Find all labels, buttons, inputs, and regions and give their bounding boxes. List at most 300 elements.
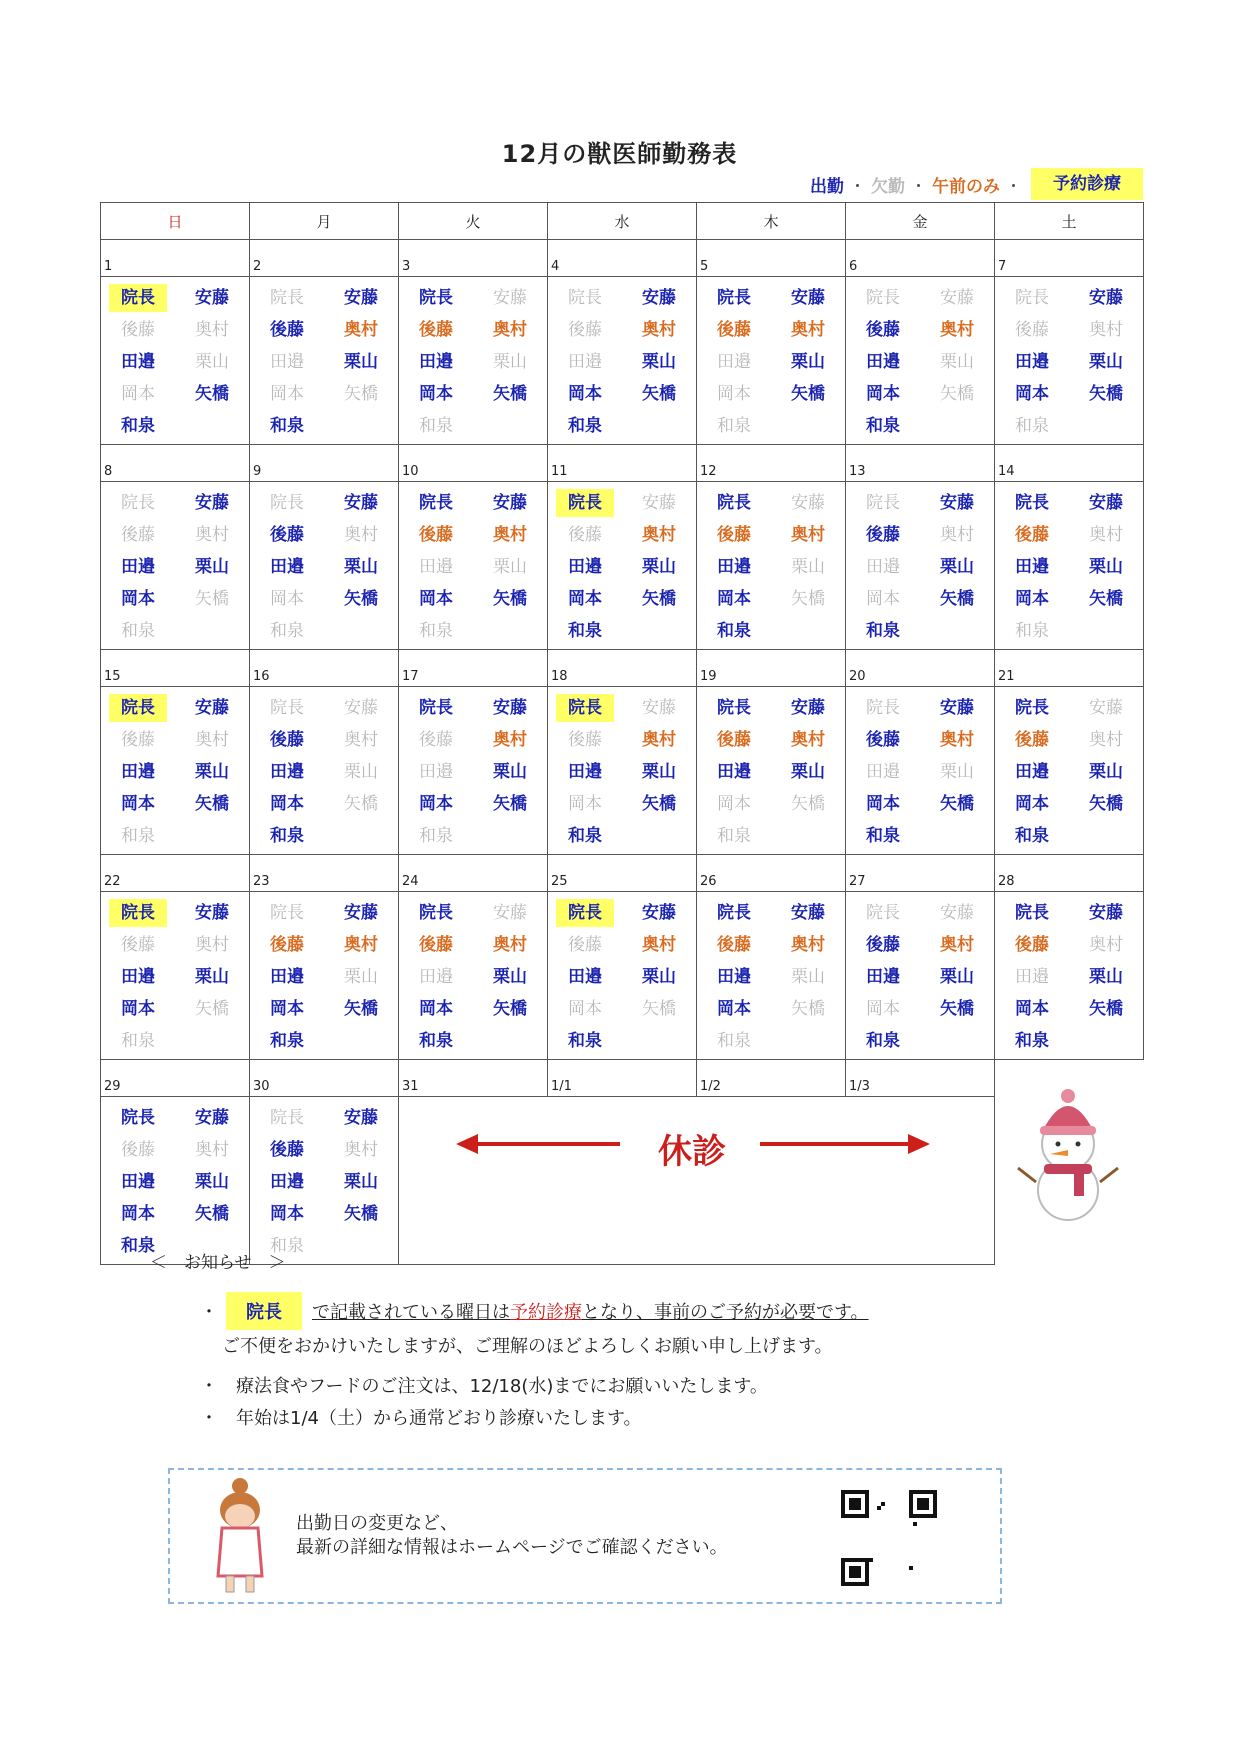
staff-name: 院長 — [717, 493, 751, 513]
staff-name: 矢橋 — [642, 999, 676, 1019]
day-cell — [995, 687, 1144, 855]
date-number: 9 — [250, 445, 399, 482]
closed-cell — [399, 1097, 995, 1265]
staff-name: 岡本 — [568, 794, 602, 814]
staff-name: 奥村 — [493, 320, 527, 340]
staff-name: 和泉 — [568, 826, 602, 846]
staff-name: 矢橋 — [1089, 384, 1123, 404]
staff-name: 安藤 — [940, 903, 974, 923]
day-cell — [250, 687, 399, 855]
staff-name: 院長 — [270, 493, 304, 513]
date-number: 1 — [101, 240, 250, 277]
staff-name: 田邉 — [568, 352, 602, 372]
day-cell — [399, 892, 548, 1060]
weekday-3: 水 — [548, 203, 697, 240]
day-cell — [846, 687, 995, 855]
schedule-calendar — [100, 202, 1144, 1265]
staff-grid — [250, 687, 398, 854]
staff-name: 後藤 — [121, 525, 155, 545]
staff-name: 奥村 — [493, 730, 527, 750]
staff-name: 奥村 — [344, 525, 378, 545]
staff-name: 矢橋 — [493, 794, 527, 814]
staff-name: 安藤 — [344, 698, 378, 718]
legend-sep: ・ — [1005, 176, 1022, 197]
staff-grid — [995, 277, 1143, 444]
staff-name: 和泉 — [270, 826, 304, 846]
staff-name: 矢橋 — [1089, 999, 1123, 1019]
staff-name: 田邉 — [866, 557, 900, 577]
staff-name: 奥村 — [642, 935, 676, 955]
staff-name: 奥村 — [344, 935, 378, 955]
staff-name: 奥村 — [791, 935, 825, 955]
staff-grid — [101, 687, 249, 854]
staff-name: 院長 — [270, 698, 304, 718]
staff-name: 院長 — [419, 698, 453, 718]
day-cell — [399, 277, 548, 445]
staff-name: 田邉 — [1015, 557, 1049, 577]
date-number: 27 — [846, 855, 995, 892]
staff-name: 田邉 — [1015, 762, 1049, 782]
date-number: 1/3 — [846, 1060, 995, 1097]
staff-name: 安藤 — [195, 698, 229, 718]
staff-name: 矢橋 — [791, 794, 825, 814]
date-number: 3 — [399, 240, 548, 277]
staff-name: 安藤 — [195, 1108, 229, 1128]
staff-name: 安藤 — [493, 493, 527, 513]
staff-name: 奥村 — [642, 730, 676, 750]
staff-name: 安藤 — [195, 903, 229, 923]
staff-name: 栗山 — [791, 967, 825, 987]
day-cell — [250, 277, 399, 445]
date-number: 20 — [846, 650, 995, 687]
staff-name: 栗山 — [344, 557, 378, 577]
staff-name: 岡本 — [717, 589, 751, 609]
staff-name: 栗山 — [1089, 557, 1123, 577]
day-cell — [101, 892, 250, 1060]
staff-name: 安藤 — [344, 288, 378, 308]
staff-name: 安藤 — [642, 903, 676, 923]
staff-name: 田邉 — [866, 762, 900, 782]
staff-name: 院長 — [419, 903, 453, 923]
staff-name: 田邉 — [1015, 352, 1049, 372]
weekday-0: 日 — [101, 203, 250, 240]
staff-grid — [548, 482, 696, 649]
staff-name: 岡本 — [121, 794, 155, 814]
staff-name: 安藤 — [940, 698, 974, 718]
staff-name: 後藤 — [866, 525, 900, 545]
staff-name: 院長 — [270, 288, 304, 308]
staff-name: 矢橋 — [344, 794, 378, 814]
staff-name: 栗山 — [344, 352, 378, 372]
staff-name: 安藤 — [1089, 903, 1123, 923]
day-cell — [548, 277, 697, 445]
staff-name: 安藤 — [195, 288, 229, 308]
date-number: 23 — [250, 855, 399, 892]
date-number: 2 — [250, 240, 399, 277]
day-cell — [101, 277, 250, 445]
staff-name: 院長 — [556, 694, 614, 722]
staff-name: 後藤 — [121, 1140, 155, 1160]
staff-grid — [846, 687, 994, 854]
staff-name: 栗山 — [642, 967, 676, 987]
staff-name: 岡本 — [419, 384, 453, 404]
staff-name: 栗山 — [195, 557, 229, 577]
qr-code-icon[interactable] — [836, 1490, 942, 1586]
staff-name: 和泉 — [121, 416, 155, 436]
staff-name: 和泉 — [419, 621, 453, 641]
staff-name: 後藤 — [1015, 730, 1049, 750]
staff-name: 和泉 — [717, 621, 751, 641]
staff-grid — [846, 277, 994, 444]
staff-name: 栗山 — [642, 557, 676, 577]
staff-name: 矢橋 — [791, 999, 825, 1019]
staff-name: 田邉 — [1015, 967, 1049, 987]
day-cell — [697, 482, 846, 650]
staff-row — [101, 482, 1144, 650]
staff-name: 院長 — [270, 1108, 304, 1128]
staff-name: 岡本 — [121, 589, 155, 609]
staff-name: 和泉 — [121, 1031, 155, 1051]
date-number: 28 — [995, 855, 1144, 892]
staff-name: 栗山 — [940, 967, 974, 987]
staff-name: 奥村 — [940, 730, 974, 750]
day-cell — [846, 482, 995, 650]
staff-name: 岡本 — [866, 999, 900, 1019]
staff-name: 矢橋 — [642, 384, 676, 404]
day-cell — [250, 1097, 399, 1265]
staff-name: 岡本 — [1015, 384, 1049, 404]
date-number: 4 — [548, 240, 697, 277]
staff-name: 栗山 — [195, 352, 229, 372]
staff-name: 後藤 — [717, 320, 751, 340]
day-cell — [697, 687, 846, 855]
staff-name: 矢橋 — [493, 589, 527, 609]
staff-name: 矢橋 — [344, 999, 378, 1019]
staff-name: 院長 — [1015, 493, 1049, 513]
staff-name: 岡本 — [568, 589, 602, 609]
staff-name: 後藤 — [121, 730, 155, 750]
date-number: 18 — [548, 650, 697, 687]
day-cell — [995, 277, 1144, 445]
staff-name: 安藤 — [642, 493, 676, 513]
date-number: 8 — [101, 445, 250, 482]
staff-grid — [250, 277, 398, 444]
legend-sep: ・ — [910, 176, 927, 197]
staff-grid — [399, 482, 547, 649]
staff-grid — [697, 687, 845, 854]
day-cell — [548, 892, 697, 1060]
staff-grid — [846, 892, 994, 1059]
staff-name: 田邉 — [717, 967, 751, 987]
staff-name: 安藤 — [791, 903, 825, 923]
staff-name: 和泉 — [866, 416, 900, 436]
arrow-left-icon — [456, 1132, 480, 1156]
notice-item-1b: ご不便をおかけいたしますが、ご理解のほどよろしくお願い申し上げます。 — [222, 1336, 833, 1357]
staff-name: 後藤 — [717, 525, 751, 545]
notice-text: で記載されている曜日は — [312, 1302, 510, 1323]
legend-sep: ・ — [849, 176, 866, 197]
staff-name: 田邉 — [568, 762, 602, 782]
date-number: 5 — [697, 240, 846, 277]
notice-reserved: 予約診療 — [510, 1302, 582, 1323]
date-row — [101, 650, 1144, 687]
weekday-2: 火 — [399, 203, 548, 240]
staff-row — [101, 277, 1144, 445]
staff-grid — [250, 482, 398, 649]
arrow-left-line — [470, 1142, 620, 1146]
date-number: 7 — [995, 240, 1144, 277]
legend-attend: 出勤 — [810, 176, 844, 197]
legend-absent: 欠勤 — [871, 176, 905, 197]
staff-name: 奥村 — [1089, 730, 1123, 750]
date-number: 6 — [846, 240, 995, 277]
staff-name: 安藤 — [1089, 698, 1123, 718]
staff-name: 栗山 — [1089, 352, 1123, 372]
day-cell — [697, 277, 846, 445]
notice-text: 年始は1/4（土）から通常どおり診療いたします。 — [236, 1408, 642, 1429]
staff-name: 安藤 — [940, 288, 974, 308]
staff-grid — [697, 892, 845, 1059]
staff-name: 栗山 — [940, 762, 974, 782]
staff-name: 安藤 — [493, 288, 527, 308]
staff-name: 奥村 — [940, 525, 974, 545]
date-number: 16 — [250, 650, 399, 687]
staff-name: 矢橋 — [195, 1204, 229, 1224]
staff-name: 後藤 — [568, 525, 602, 545]
staff-name: 岡本 — [866, 384, 900, 404]
staff-name: 岡本 — [419, 589, 453, 609]
day-cell — [101, 687, 250, 855]
staff-name: 院長 — [717, 288, 751, 308]
staff-grid — [548, 277, 696, 444]
staff-name: 田邉 — [121, 967, 155, 987]
staff-name: 栗山 — [344, 1172, 378, 1192]
staff-name: 矢橋 — [493, 999, 527, 1019]
staff-name: 田邉 — [419, 762, 453, 782]
staff-name: 栗山 — [791, 762, 825, 782]
staff-name: 栗山 — [344, 967, 378, 987]
staff-name: 院長 — [109, 694, 167, 722]
date-number: 25 — [548, 855, 697, 892]
staff-name: 安藤 — [195, 493, 229, 513]
staff-grid — [697, 482, 845, 649]
staff-grid — [995, 892, 1143, 1059]
staff-name: 安藤 — [1089, 493, 1123, 513]
staff-name: 矢橋 — [1089, 589, 1123, 609]
staff-name: 院長 — [568, 288, 602, 308]
info-text — [296, 1512, 728, 1560]
staff-name: 田邉 — [717, 762, 751, 782]
staff-name: 和泉 — [121, 1236, 155, 1256]
staff-name: 安藤 — [642, 698, 676, 718]
staff-name: 安藤 — [940, 493, 974, 513]
staff-name: 院長 — [866, 493, 900, 513]
day-cell — [250, 892, 399, 1060]
staff-name: 奥村 — [791, 525, 825, 545]
staff-name: 栗山 — [195, 762, 229, 782]
date-number: 12 — [697, 445, 846, 482]
staff-row — [101, 1097, 1144, 1265]
staff-name: 栗山 — [791, 557, 825, 577]
staff-name: 後藤 — [1015, 935, 1049, 955]
day-cell — [846, 277, 995, 445]
staff-name: 奥村 — [195, 320, 229, 340]
staff-name: 田邉 — [270, 557, 304, 577]
staff-name: 栗山 — [195, 1172, 229, 1192]
day-cell — [846, 892, 995, 1060]
staff-name: 院長 — [717, 903, 751, 923]
date-row — [101, 855, 1144, 892]
staff-name: 和泉 — [270, 1236, 304, 1256]
staff-name: 和泉 — [717, 826, 751, 846]
staff-name: 岡本 — [270, 794, 304, 814]
staff-name: 後藤 — [717, 730, 751, 750]
staff-name: 岡本 — [121, 1204, 155, 1224]
staff-name: 田邉 — [270, 1172, 304, 1192]
staff-name: 安藤 — [344, 1108, 378, 1128]
staff-name: 院長 — [556, 489, 614, 517]
bullet: ・ — [200, 1302, 218, 1323]
staff-grid — [548, 687, 696, 854]
staff-name: 栗山 — [1089, 762, 1123, 782]
date-number: 11 — [548, 445, 697, 482]
staff-name: 院長 — [866, 903, 900, 923]
date-number: 1/2 — [697, 1060, 846, 1097]
staff-grid — [101, 482, 249, 649]
closed-label: 休診 — [658, 1132, 726, 1172]
staff-name: 奥村 — [642, 525, 676, 545]
staff-name: 後藤 — [270, 1140, 304, 1160]
arrow-right-line — [760, 1142, 910, 1146]
staff-grid — [399, 277, 547, 444]
staff-grid — [399, 687, 547, 854]
date-row — [101, 240, 1144, 277]
staff-name: 栗山 — [1089, 967, 1123, 987]
day-cell — [101, 482, 250, 650]
staff-name: 矢橋 — [791, 384, 825, 404]
staff-name: 栗山 — [791, 352, 825, 372]
staff-name: 田邉 — [121, 352, 155, 372]
staff-name: 矢橋 — [195, 589, 229, 609]
date-number: 14 — [995, 445, 1144, 482]
day-cell — [250, 482, 399, 650]
staff-name: 矢橋 — [195, 794, 229, 814]
weekday-4: 木 — [697, 203, 846, 240]
notice-heading: ＜ お知らせ ＞ — [150, 1253, 286, 1273]
staff-name: 和泉 — [866, 826, 900, 846]
staff-name: 和泉 — [717, 1031, 751, 1051]
staff-name: 安藤 — [344, 903, 378, 923]
staff-name: 後藤 — [568, 320, 602, 340]
staff-name: 院長 — [1015, 903, 1049, 923]
staff-name: 後藤 — [121, 320, 155, 340]
legend-reserved: 予約診療 — [1031, 168, 1143, 200]
day-cell — [548, 482, 697, 650]
staff-name: 矢橋 — [195, 999, 229, 1019]
staff-grid — [697, 277, 845, 444]
staff-name: 後藤 — [419, 935, 453, 955]
staff-name: 安藤 — [493, 698, 527, 718]
staff-name: 岡本 — [270, 1204, 304, 1224]
staff-name: 院長 — [121, 493, 155, 513]
staff-name: 後藤 — [1015, 320, 1049, 340]
staff-name: 田邉 — [717, 557, 751, 577]
staff-name: 和泉 — [121, 826, 155, 846]
staff-name: 和泉 — [270, 1031, 304, 1051]
weekday-6: 土 — [995, 203, 1144, 240]
date-number: 21 — [995, 650, 1144, 687]
staff-name: 奥村 — [791, 730, 825, 750]
staff-name: 田邉 — [419, 352, 453, 372]
staff-name: 岡本 — [121, 384, 155, 404]
staff-name: 安藤 — [344, 493, 378, 513]
staff-name: 和泉 — [419, 416, 453, 436]
staff-name: 岡本 — [270, 589, 304, 609]
staff-name: 田邉 — [866, 352, 900, 372]
staff-name: 後藤 — [270, 320, 304, 340]
staff-name: 和泉 — [717, 416, 751, 436]
staff-grid — [846, 482, 994, 649]
staff-name: 院長 — [109, 899, 167, 927]
staff-name: 岡本 — [866, 794, 900, 814]
notice-item-2 — [200, 1372, 768, 1398]
staff-name: 奥村 — [195, 730, 229, 750]
staff-name: 矢橋 — [493, 384, 527, 404]
staff-name: 院長 — [717, 698, 751, 718]
date-row — [101, 445, 1144, 482]
staff-name: 後藤 — [568, 730, 602, 750]
staff-name: 安藤 — [1089, 288, 1123, 308]
staff-name: 矢橋 — [642, 589, 676, 609]
date-number: 31 — [399, 1060, 548, 1097]
staff-name: 和泉 — [1015, 621, 1049, 641]
notice-item-3 — [200, 1404, 642, 1430]
staff-name: 院長 — [866, 288, 900, 308]
staff-grid — [995, 482, 1143, 649]
staff-name: 矢橋 — [344, 589, 378, 609]
staff-grid — [399, 892, 547, 1059]
staff-name: 岡本 — [1015, 589, 1049, 609]
staff-name: 栗山 — [642, 352, 676, 372]
staff-name: 和泉 — [866, 621, 900, 641]
staff-name: 田邉 — [121, 557, 155, 577]
staff-name: 岡本 — [717, 384, 751, 404]
staff-name: 栗山 — [940, 557, 974, 577]
staff-name: 院長 — [866, 698, 900, 718]
date-number: 24 — [399, 855, 548, 892]
day-cell — [697, 892, 846, 1060]
staff-name: 田邉 — [419, 967, 453, 987]
staff-name: 矢橋 — [940, 794, 974, 814]
day-cell — [995, 892, 1144, 1060]
staff-name: 栗山 — [195, 967, 229, 987]
director-badge: 院長 — [226, 1292, 302, 1330]
staff-name: 栗山 — [493, 557, 527, 577]
staff-name: 栗山 — [493, 352, 527, 372]
staff-name: 矢橋 — [791, 589, 825, 609]
staff-name: 矢橋 — [1089, 794, 1123, 814]
staff-name: 和泉 — [1015, 416, 1049, 436]
staff-name: 岡本 — [717, 999, 751, 1019]
staff-name: 田邉 — [270, 967, 304, 987]
staff-name: 岡本 — [568, 384, 602, 404]
staff-name: 岡本 — [121, 999, 155, 1019]
day-cell — [548, 687, 697, 855]
staff-name: 安藤 — [791, 493, 825, 513]
staff-name: 矢橋 — [940, 589, 974, 609]
weekday-1: 月 — [250, 203, 399, 240]
staff-name: 田邉 — [270, 762, 304, 782]
